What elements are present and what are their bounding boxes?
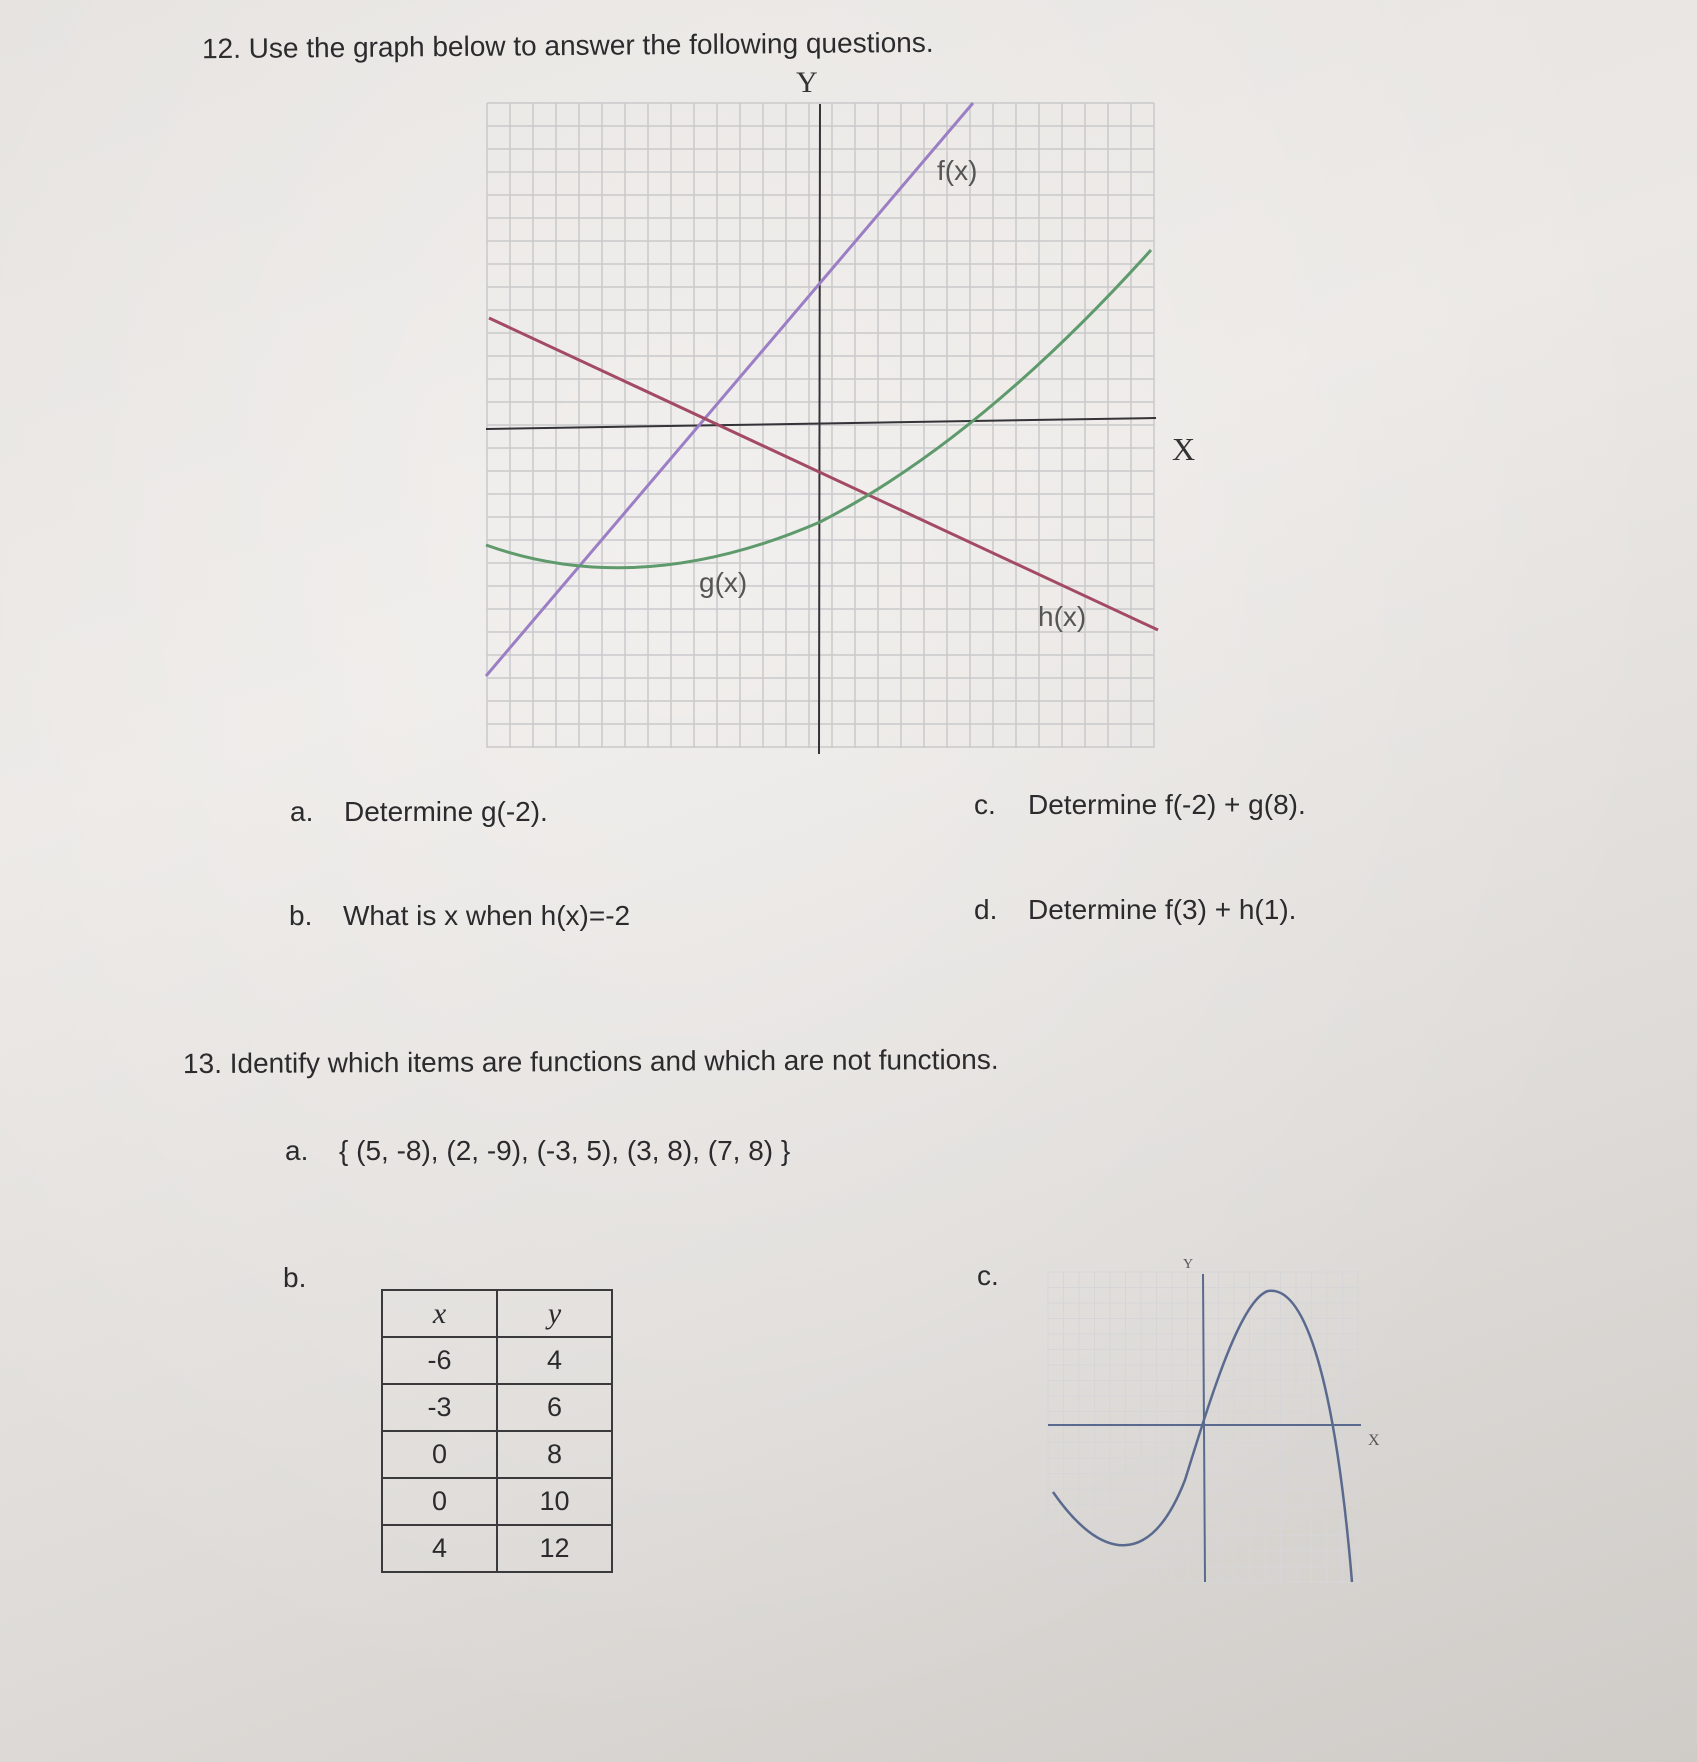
q12-part-c	[974, 789, 1306, 821]
table-cell: -3	[382, 1384, 497, 1431]
q12-y-axis-label: Y	[796, 66, 818, 99]
table-row	[382, 1525, 612, 1572]
f-label: f(x)	[937, 155, 978, 186]
table-cell: 10	[497, 1478, 612, 1525]
table-row	[382, 1337, 612, 1384]
q12-x-axis	[486, 418, 1156, 429]
table-header-row	[382, 1290, 612, 1337]
q13-y-axis-label: Y	[1183, 1257, 1194, 1272]
q12-y-axis	[819, 104, 820, 754]
q13-y-axis	[1203, 1274, 1205, 1582]
q12-x-axis-label: X	[1172, 431, 1196, 467]
q12-part-d	[974, 894, 1296, 926]
part-text: Determine f(3) + h(1).	[1028, 894, 1297, 925]
q12-graph	[0, 0, 1697, 780]
relation-table	[381, 1289, 613, 1573]
q13-x-axis-label: X	[1368, 1432, 1380, 1449]
table-cell: 0	[382, 1431, 497, 1478]
q12-part-b	[289, 900, 630, 932]
table-cell: 6	[497, 1384, 612, 1431]
table-cell: 4	[497, 1337, 612, 1384]
part-letter: d.	[974, 894, 998, 925]
part-letter: c.	[974, 789, 996, 820]
q13-curve	[1053, 1291, 1352, 1582]
table-row	[382, 1478, 612, 1525]
question-12-title: 12. Use the graph below to answer the following questions.	[201, 26, 934, 65]
part-text: Determine f(-2) + g(8).	[1028, 789, 1306, 820]
table-row	[382, 1384, 612, 1431]
part-letter: a.	[285, 1135, 309, 1166]
table-cell: 8	[497, 1431, 612, 1478]
question-13-title: 13. Identify which items are functions and which are not functions.	[182, 1043, 999, 1080]
relation-set: { (5, -8), (2, -9), (-3, 5), (3, 8), (7, 8) }	[339, 1135, 791, 1166]
q13-part-a	[285, 1135, 790, 1167]
table-row	[382, 1431, 612, 1478]
part-letter: a.	[290, 796, 314, 827]
table-cell: 12	[497, 1525, 612, 1572]
q13-part-c-letter: c.	[977, 1260, 999, 1291]
g-label: g(x)	[699, 567, 748, 598]
table-header-y: y	[497, 1290, 612, 1337]
part-letter: b.	[289, 900, 313, 931]
q13-part-b-letter: b.	[283, 1262, 307, 1293]
h-label: h(x)	[1038, 601, 1087, 632]
h-line	[489, 318, 1158, 630]
table-header-x: x	[382, 1290, 497, 1337]
table-cell: 4	[382, 1525, 497, 1572]
q13-grid	[1048, 1272, 1358, 1582]
part-text: What is x when h(x)=-2	[343, 900, 631, 931]
q12-part-a	[290, 796, 548, 828]
table-cell: 0	[382, 1478, 497, 1525]
part-text: Determine g(-2).	[344, 796, 548, 827]
table-cell: -6	[382, 1337, 497, 1384]
